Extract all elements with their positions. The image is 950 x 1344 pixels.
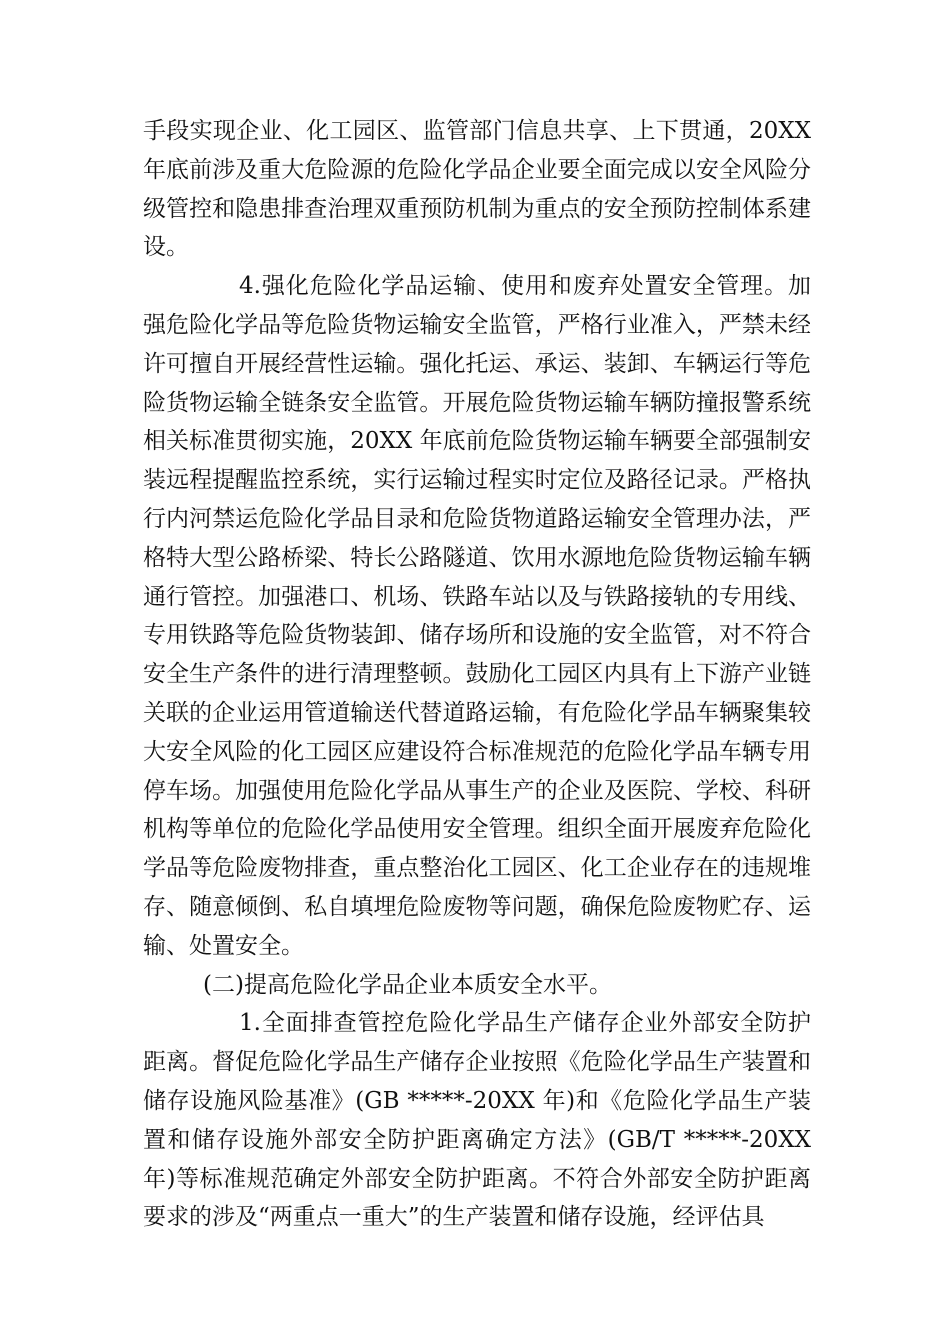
section-heading-2: (二)提高危险化学品企业本质安全水平。 [203,971,612,998]
paragraph-item-1-safety-distance: 1.全面排查管控危险化学品生产储存企业外部安全防护距离。督促危险化学品生产储存企业按照《危险化学品生产装置和储存设施风险基准》(GB *****-20XX 年)和《危险化学品生产装置和储存设施外部安全防护距离确定方法》(GB/T *****-20XX年)等标准规范确定外部安全防护距离。不符合外部安全防护距离要求的涉及“两重点一重大”的生产装置和储存设施，经评估具 [143,1010,811,1231]
paragraph-continuation: 手段实现企业、化工园区、监管部门信息共享、上下贯通，20XX年底前涉及重大危险源的危险化学品企业要全面完成以安全风险分级管控和隐患排查治理双重预防机制为重点的安全预防控制体系建设。 [143,118,811,261]
paragraph-item-4-transport-management: 4.强化危险化学品运输、使用和废弃处置安全管理。加强危险化学品等危险货物运输安全监管，严格行业准入，严禁未经许可擅自开展经营性运输。强化托运、承运、装卸、车辆运行等危险货物运输全链条安全监管。开展危险货物运输车辆防撞报警系统相关标准贯彻实施，20XX 年底前危险货物运输车辆要全部强制安装远程提醒监控系统，实行运输过程实时定位及路径记录。严格执行内河禁运危险化学品目录和危险货物道路运输安全管理办法，严格特大型公路桥梁、特长公路隧道、饮用水源地危险货物运输车辆通行管控。加强港口、机场、铁路车站以及与铁路接轨的专用线、专用铁路等危险货物装卸、储存场所和设施的安全监管，对不符合安全生产条件的进行清理整顿。鼓励化工园区内具有上下游产业链关联的企业运用管道输送代替道路运输，有危险化学品车辆聚集较大安全风险的化工园区应建设符合标准规范的危险化学品车辆专用停车场。加强使用危险化学品从事生产的企业及医院、学校、科研机构等单位的危险化学品使用安全管理。组织全面开展废弃危险化学品等危险废物排查，重点整治化工园区、化工企业存在的违规堆存、随意倾倒、私自填埋危险废物等问题，确保危险废物贮存、运输、处置安全。 [143,273,811,959]
document-body [143,112,811,1237]
